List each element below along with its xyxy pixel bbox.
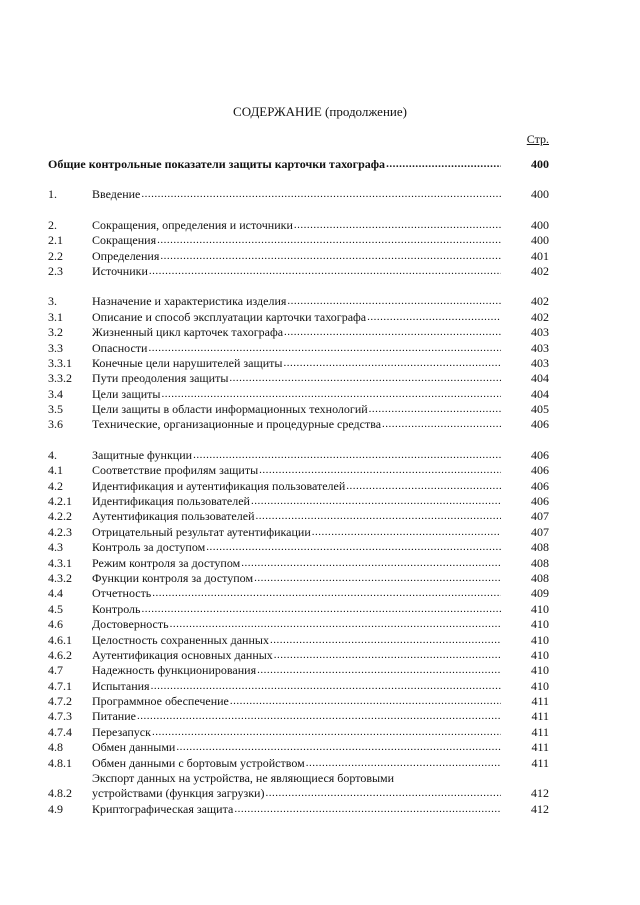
toc-entry-label: Аутентификация основных данных bbox=[92, 647, 273, 662]
toc-entry-number: 4.2 bbox=[48, 478, 63, 493]
toc-entry-page: 406 bbox=[531, 478, 549, 493]
toc-entry-number: 4.8.1 bbox=[48, 755, 72, 770]
toc-entry-page: 410 bbox=[531, 617, 549, 632]
toc-entry bbox=[48, 802, 549, 817]
toc-entry-number: 3.1 bbox=[48, 309, 63, 324]
toc-entry-label: Экспорт данных на устройства, не являющиеся бортовыми bbox=[92, 771, 395, 786]
toc-entry-label: Аутентификация пользователей bbox=[92, 509, 255, 524]
toc-entry bbox=[48, 249, 549, 264]
toc-entry bbox=[48, 694, 549, 709]
toc-entry-label: Обмен данными bbox=[92, 740, 176, 755]
toc-entry bbox=[48, 525, 549, 540]
leader-dots bbox=[312, 525, 501, 540]
toc-entry-label: Источники bbox=[92, 263, 148, 278]
toc-entry-label: Идентификация пользователей bbox=[92, 494, 250, 509]
toc-entry-page: 410 bbox=[531, 632, 549, 647]
toc-entry-page: 400 bbox=[531, 156, 549, 171]
toc-entry-page: 412 bbox=[531, 786, 549, 801]
toc-entry bbox=[48, 187, 549, 202]
toc-entry bbox=[48, 756, 549, 771]
toc-entry-number: 4.6.2 bbox=[48, 647, 72, 662]
toc-entry-number: 3. bbox=[48, 294, 57, 309]
toc-entry bbox=[48, 617, 549, 632]
toc-entry-page: 409 bbox=[531, 586, 549, 601]
toc-entry-page: 402 bbox=[531, 294, 549, 309]
toc-entry-page: 410 bbox=[531, 678, 549, 693]
toc-entry-page: 411 bbox=[531, 755, 549, 770]
toc-entry-number: 4.7.3 bbox=[48, 709, 72, 724]
toc-entry-page: 407 bbox=[531, 509, 549, 524]
leader-dots bbox=[270, 633, 501, 648]
leader-dots bbox=[161, 387, 501, 402]
toc-entry bbox=[48, 402, 549, 417]
toc-entry-label: Жизненный цикл карточек тахографа bbox=[92, 325, 284, 340]
toc-entry-page: 408 bbox=[531, 570, 549, 585]
toc-entry-label: Перезапуск bbox=[92, 724, 151, 739]
leader-dots bbox=[170, 617, 501, 632]
toc-entry-number: 4.2.1 bbox=[48, 494, 72, 509]
leader-dots bbox=[367, 310, 501, 325]
toc-entry-page: 406 bbox=[531, 463, 549, 478]
leader-dots bbox=[230, 694, 501, 709]
toc-entry bbox=[48, 463, 549, 478]
toc-entry bbox=[48, 387, 549, 402]
toc-entry-page: 408 bbox=[531, 555, 549, 570]
toc-entry bbox=[48, 157, 549, 172]
leader-dots bbox=[265, 786, 501, 801]
toc-entry bbox=[48, 710, 549, 725]
leader-dots bbox=[160, 249, 501, 264]
leader-dots bbox=[257, 663, 501, 678]
toc-entry-number: 1. bbox=[48, 187, 57, 202]
toc-entry-page: 400 bbox=[531, 187, 549, 202]
toc-entry bbox=[48, 556, 549, 571]
toc-entry-page: 403 bbox=[531, 325, 549, 340]
toc-entry-number: 4.7 bbox=[48, 663, 63, 678]
toc-entry-label: Целостность сохраненных данных bbox=[92, 632, 269, 647]
toc-entry-number: 2.2 bbox=[48, 248, 63, 263]
table-of-contents bbox=[48, 157, 549, 817]
toc-entry-label: Отчетность bbox=[92, 586, 152, 601]
toc-entry-page: 406 bbox=[531, 494, 549, 509]
leader-dots bbox=[369, 402, 501, 417]
toc-entry-page: 400 bbox=[531, 217, 549, 232]
toc-entry-number: 2.1 bbox=[48, 233, 63, 248]
toc-entry bbox=[48, 264, 549, 279]
toc-entry-label: Назначение и характеристика изделия bbox=[92, 294, 287, 309]
toc-entry-page: 403 bbox=[531, 340, 549, 355]
toc-entry-number: 4.9 bbox=[48, 801, 63, 816]
toc-entry-number: 3.6 bbox=[48, 417, 63, 432]
toc-entry-page: 404 bbox=[531, 371, 549, 386]
leader-dots bbox=[141, 187, 501, 202]
toc-entry-label: Технические, организационные и процедурные средства bbox=[92, 417, 382, 432]
toc-entry-number: 4.3.1 bbox=[48, 555, 72, 570]
toc-entry-number: 3.4 bbox=[48, 386, 63, 401]
toc-entry-number: 3.5 bbox=[48, 402, 63, 417]
toc-entry bbox=[48, 509, 549, 524]
toc-entry-page: 402 bbox=[531, 309, 549, 324]
toc-entry-page: 411 bbox=[531, 724, 549, 739]
toc-entry-label: Защитные функции bbox=[92, 447, 193, 462]
toc-entry-number: 4.7.4 bbox=[48, 724, 72, 739]
toc-entry-number: 3.3.1 bbox=[48, 355, 72, 370]
toc-entry-page: 405 bbox=[531, 402, 549, 417]
leader-dots bbox=[206, 540, 501, 555]
toc-entry-page: 410 bbox=[531, 601, 549, 616]
leader-dots bbox=[157, 233, 501, 248]
toc-entry-label: Введение bbox=[92, 187, 141, 202]
leader-dots bbox=[256, 509, 502, 524]
toc-entry-label: Питание bbox=[92, 709, 136, 724]
toc-entry-label: Обмен данными с бортовым устройством bbox=[92, 755, 305, 770]
toc-entry-number: 4.8 bbox=[48, 740, 63, 755]
toc-entry bbox=[48, 479, 549, 494]
toc-entry-page: 408 bbox=[531, 540, 549, 555]
toc-entry-number: 3.2 bbox=[48, 325, 63, 340]
toc-entry-number: 4.3 bbox=[48, 540, 63, 555]
leader-dots bbox=[382, 417, 501, 432]
toc-entry-label: Опасности bbox=[92, 340, 148, 355]
toc-entry bbox=[48, 740, 549, 755]
toc-entry-page: 400 bbox=[531, 233, 549, 248]
leader-dots bbox=[176, 740, 501, 755]
toc-entry-label: Конечные цели нарушителей защиты bbox=[92, 355, 283, 370]
leader-dots bbox=[283, 356, 501, 371]
toc-entry bbox=[48, 602, 549, 617]
toc-entry bbox=[48, 571, 549, 586]
toc-entry-label: Отрицательный результат аутентификации bbox=[92, 524, 311, 539]
toc-entry bbox=[48, 633, 549, 648]
toc-entry-label: Сокращения, определения и источники bbox=[92, 217, 293, 232]
leader-dots bbox=[229, 371, 501, 386]
leader-dots bbox=[152, 725, 501, 740]
toc-entry-number: 4.1 bbox=[48, 463, 63, 478]
toc-entry-label: Общие контрольные показатели защиты карточки тахографа bbox=[48, 156, 386, 171]
toc-entry-label: Контроль за доступом bbox=[92, 540, 206, 555]
toc-entry bbox=[48, 371, 549, 386]
toc-entry-label-continued: устройствами (функция загрузки) bbox=[92, 786, 265, 801]
leader-dots bbox=[241, 556, 501, 571]
toc-entry-label: Идентификация и аутентификация пользователей bbox=[92, 478, 346, 493]
toc-entry-label: Криптографическая защита bbox=[92, 801, 234, 816]
toc-entry bbox=[48, 356, 549, 371]
toc-entry bbox=[48, 233, 549, 248]
toc-entry-page: 406 bbox=[531, 447, 549, 462]
toc-entry-number: 4.2.3 bbox=[48, 524, 72, 539]
toc-entry-number: 4.6 bbox=[48, 617, 63, 632]
leader-dots bbox=[151, 679, 501, 694]
toc-entry-label: Сокращения bbox=[92, 233, 157, 248]
toc-entry-page: 412 bbox=[531, 801, 549, 816]
toc-entry-number: 4.7.1 bbox=[48, 678, 72, 693]
toc-entry bbox=[48, 448, 549, 463]
leader-dots bbox=[193, 448, 501, 463]
toc-entry-page: 411 bbox=[531, 709, 549, 724]
toc-entry-number: 2.3 bbox=[48, 263, 63, 278]
leader-dots bbox=[287, 294, 501, 309]
leader-dots bbox=[346, 479, 501, 494]
toc-entry bbox=[48, 771, 549, 802]
toc-entry-number: 3.3.2 bbox=[48, 371, 72, 386]
toc-entry bbox=[48, 325, 549, 340]
toc-entry-label: Режим контроля за доступом bbox=[92, 555, 241, 570]
leader-dots bbox=[251, 494, 501, 509]
toc-entry-label: Функции контроля за доступом bbox=[92, 570, 254, 585]
toc-entry-label: Программное обеспечение bbox=[92, 694, 229, 709]
toc-entry-label: Достоверность bbox=[92, 617, 169, 632]
toc-entry-label: Надежность функционирования bbox=[92, 663, 257, 678]
leader-dots bbox=[294, 218, 501, 233]
leader-dots bbox=[152, 586, 501, 601]
toc-entry-number: 4.7.2 bbox=[48, 694, 72, 709]
leader-dots bbox=[254, 571, 501, 586]
toc-entry-page: 410 bbox=[531, 647, 549, 662]
toc-entry-label: Пути преодоления защиты bbox=[92, 371, 229, 386]
toc-entry-label: Соответствие профилям защиты bbox=[92, 463, 259, 478]
toc-entry bbox=[48, 540, 549, 555]
toc-entry-label: Определения bbox=[92, 248, 160, 263]
toc-entry-label: Цели защиты bbox=[92, 386, 161, 401]
toc-entry-number: 4. bbox=[48, 447, 57, 462]
page-column-header: Стр. bbox=[526, 132, 549, 146]
toc-entry-page: 411 bbox=[531, 694, 549, 709]
toc-entry-label: Описание и способ эксплуатации карточки тахографа bbox=[92, 309, 367, 324]
toc-entry-page: 403 bbox=[531, 355, 549, 370]
leader-dots bbox=[234, 802, 501, 817]
toc-entry bbox=[48, 648, 549, 663]
page-title: СОДЕРЖАНИЕ (продолжение) bbox=[233, 104, 407, 119]
toc-entry bbox=[48, 494, 549, 509]
leader-dots bbox=[142, 602, 501, 617]
toc-entry-number: 4.2.2 bbox=[48, 509, 72, 524]
leader-dots bbox=[386, 157, 501, 172]
toc-entry bbox=[48, 341, 549, 356]
toc-entry bbox=[48, 310, 549, 325]
toc-entry-number: 4.3.2 bbox=[48, 570, 72, 585]
toc-entry-page: 407 bbox=[531, 524, 549, 539]
toc-entry-number: 4.4 bbox=[48, 586, 63, 601]
toc-entry bbox=[48, 679, 549, 694]
toc-entry-number: 4.6.1 bbox=[48, 632, 72, 647]
toc-entry bbox=[48, 417, 549, 432]
leader-dots bbox=[149, 264, 501, 279]
toc-entry-label: Цели защиты в области информационных технологий bbox=[92, 402, 368, 417]
toc-entry-page: 411 bbox=[531, 740, 549, 755]
toc-entry bbox=[48, 586, 549, 601]
leader-dots bbox=[137, 709, 501, 724]
toc-entry bbox=[48, 294, 549, 309]
leader-dots bbox=[259, 463, 501, 478]
toc-entry bbox=[48, 725, 549, 740]
toc-entry-page: 404 bbox=[531, 386, 549, 401]
toc-entry-page: 410 bbox=[531, 663, 549, 678]
leader-dots bbox=[284, 325, 501, 340]
leader-dots bbox=[306, 756, 501, 771]
toc-entry-page: 401 bbox=[531, 248, 549, 263]
toc-entry bbox=[48, 218, 549, 233]
toc-entry bbox=[48, 663, 549, 678]
toc-entry-label: Испытания bbox=[92, 678, 150, 693]
leader-dots bbox=[148, 341, 501, 356]
toc-entry-page: 406 bbox=[531, 417, 549, 432]
toc-entry-number: 4.5 bbox=[48, 601, 63, 616]
toc-entry-page: 402 bbox=[531, 263, 549, 278]
leader-dots bbox=[274, 648, 501, 663]
toc-entry-number: 3.3 bbox=[48, 340, 63, 355]
toc-entry-number: 2. bbox=[48, 217, 57, 232]
toc-entry-number: 4.8.2 bbox=[48, 786, 72, 801]
toc-entry-label: Контроль bbox=[92, 601, 141, 616]
